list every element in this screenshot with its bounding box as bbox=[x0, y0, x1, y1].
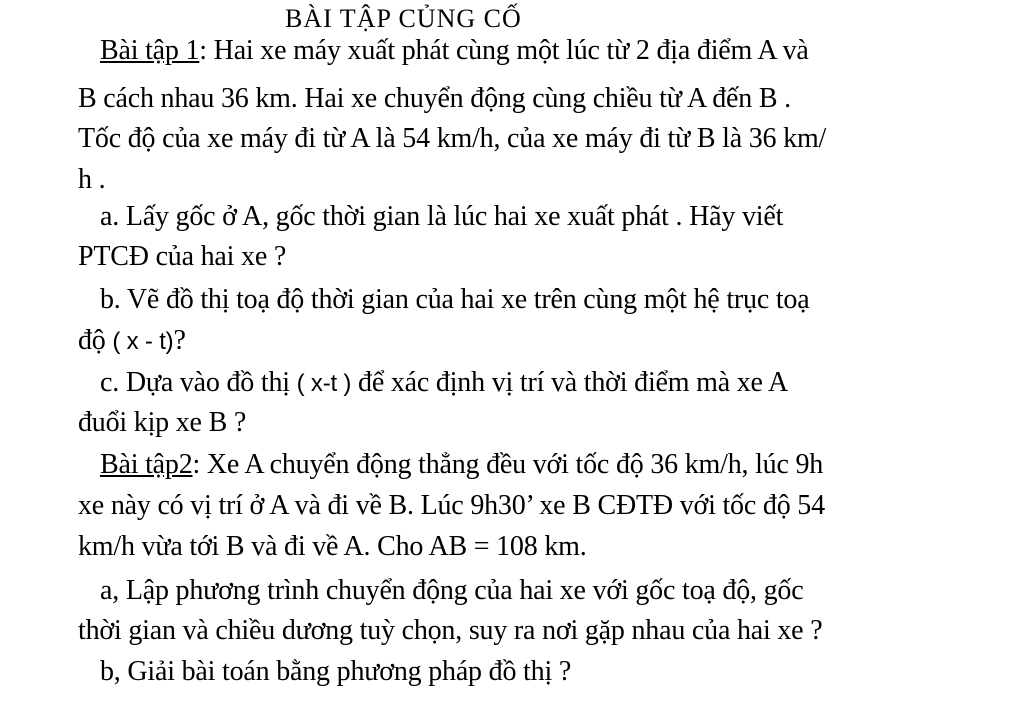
ex2-part-b-line-1: b, Giải bài toán bằng phương pháp đồ thị ? bbox=[100, 656, 572, 687]
ex2-line-3: km/h vừa tới B và đi về A. Cho AB = 108 km. bbox=[78, 531, 587, 562]
ex1-part-b-question-mark: ? bbox=[173, 325, 186, 356]
ex1-part-c-line-1 bbox=[100, 366, 788, 401]
ex1-line-4: h . bbox=[78, 164, 106, 195]
ex1-part-a-line-2: PTCĐ của hai xe ? bbox=[78, 241, 287, 272]
ex1-part-b-text: độ bbox=[78, 325, 113, 356]
ex2-line-2: xe này có vị trí ở A và đi về B. Lúc 9h30’ xe B CĐTĐ với tốc độ 54 bbox=[78, 490, 825, 521]
ex1-line-3: Tốc độ của xe máy đi từ A là 54 km/h, của xe máy đi từ B là 36 km/ bbox=[78, 123, 827, 154]
ex1-part-c-line-2: đuổi kịp xe B ? bbox=[78, 407, 247, 438]
ex1-part-a-line-1: a. Lấy gốc ở A, gốc thời gian là lúc hai xe xuất phát . Hãy viết bbox=[100, 201, 784, 232]
ex1-part-b-line-1: b. Vẽ đồ thị toạ độ thời gian của hai xe trên cùng một hệ trục toạ bbox=[100, 284, 810, 315]
ex1-part-b-line-2 bbox=[78, 324, 186, 359]
ex1-part-c-text-pre: c. Dựa vào đồ thị bbox=[100, 367, 297, 398]
ex1-label: Bài tập 1 bbox=[100, 35, 200, 66]
ex2-part-a-line-2: thời gian và chiều dương tuỳ chọn, suy ra nơi gặp nhau của hai xe ? bbox=[78, 615, 823, 646]
coordinate-formula: ( x - t) bbox=[112, 328, 174, 355]
ex2-part-a-line-1: a, Lập phương trình chuyển động của hai xe với gốc toạ độ, gốc bbox=[100, 575, 804, 606]
ex1-line-1 bbox=[100, 34, 809, 68]
ex2-line-1 bbox=[100, 448, 823, 482]
coordinate-formula: ( x-t ) bbox=[296, 370, 352, 397]
ex1-line-1-text: : Hai xe máy xuất phát cùng một lúc từ 2 địa điểm A và bbox=[199, 35, 809, 66]
ex2-line-1-text: : Xe A chuyển động thẳng đều với tốc độ 36 km/h, lúc 9h bbox=[192, 449, 824, 480]
ex1-line-2: B cách nhau 36 km. Hai xe chuyển động cùng chiều từ A đến B . bbox=[78, 83, 791, 114]
ex1-part-c-text-post: để xác định vị trí và thời điểm mà xe A bbox=[351, 367, 789, 398]
ex2-label: Bài tập2 bbox=[100, 449, 193, 480]
page-title: BÀI TẬP CỦNG CỐ bbox=[285, 4, 522, 33]
